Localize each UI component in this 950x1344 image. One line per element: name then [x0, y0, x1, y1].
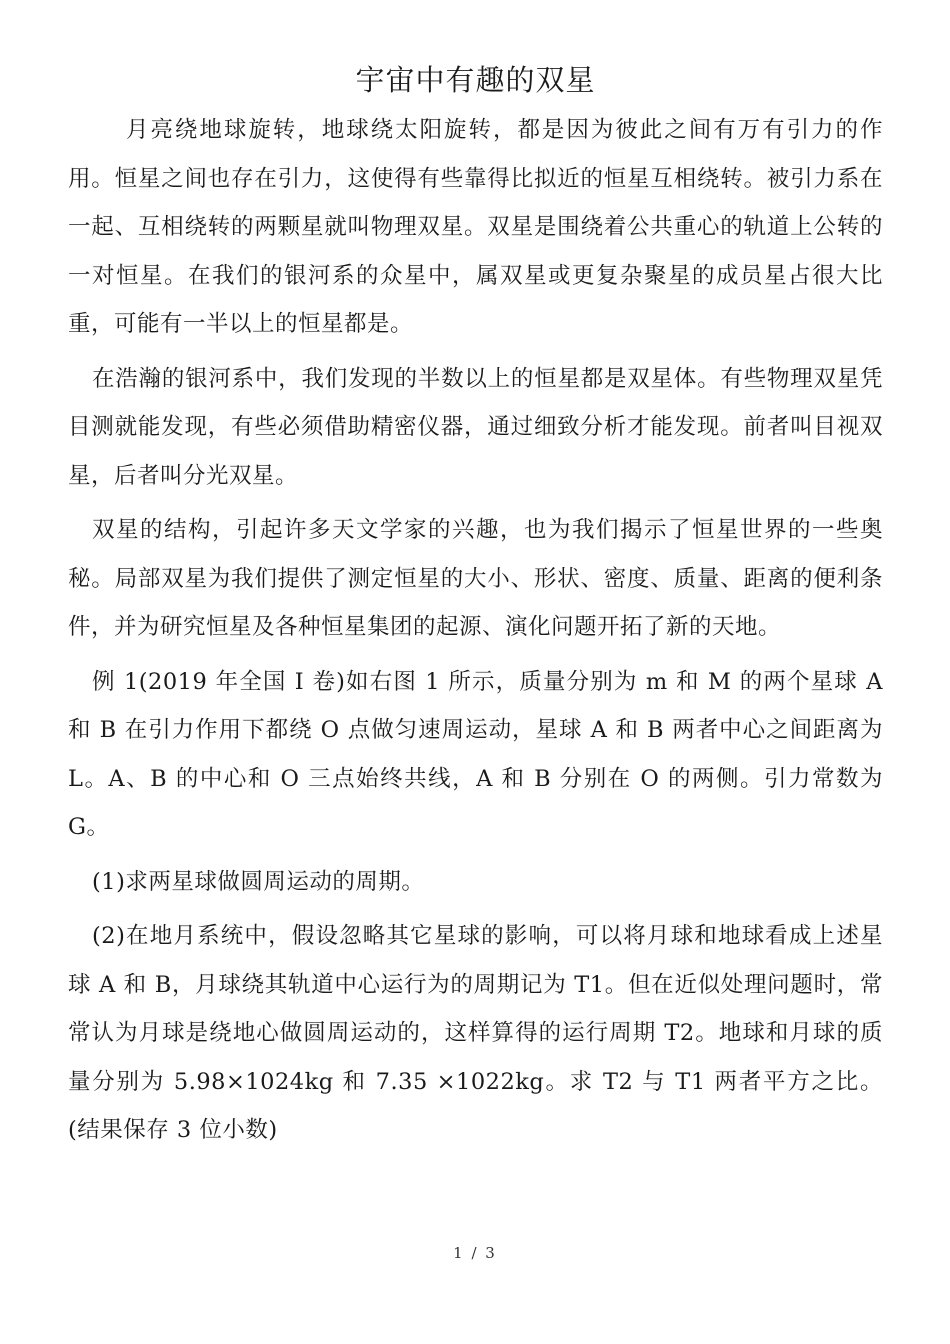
paragraph-question-2: (2)在地月系统中，假设忽略其它星球的影响，可以将月球和地球看成上述星球 A 和 B，月球绕其轨道中心运行为的周期记为 T1。但在近似处理问题时，常常认为月球是绕地心做圆周运动的，这样算得的运行周期 T2。地球和月球的质量分别为 5.98×1024kg 和 7.35 ×1022kg。求 T2 与 T1 两者平方之比。(结果保存 3 位小数)	[68, 923, 883, 1143]
paragraph-binary-stars: 在浩瀚的银河系中，我们发现的半数以上的恒星都是双星体。有些物理双星凭目测就能发现，有些必须借助精密仪器，通过细致分析才能发现。前者叫目视双星，后者叫分光双星。	[68, 365, 883, 489]
document-page	[68, 56, 883, 1155]
page-number: 1 / 3	[453, 1244, 497, 1262]
paragraph-intro: 月亮绕地球旋转，地球绕太阳旋转，都是因为彼此之间有万有引力的作用。恒星之间也存在引力，这使得有些靠得比拟近的恒星互相绕转。被引力系在一起、互相绕转的两颗星就叫物理双星。双星是围绕着公共重心的轨道上公转的一对恒星。在我们的银河系的众星中，属双星或更复杂聚星的成员星占很大比重，可能有一半以上的恒星都是。	[68, 117, 883, 337]
paragraph-structure: 双星的结构，引起许多天文学家的兴趣，也为我们揭示了恒星世界的一些奥秘。局部双星为我们提供了测定恒星的大小、形状、密度、质量、距离的便利条件，并为研究恒星及各种恒星集团的起源、演化问题开拓了新的天地。	[68, 517, 883, 640]
paragraph-question-1: (1)求两星球做圆周运动的周期。	[92, 868, 425, 895]
document-title: 宇宙中有趣的双星	[355, 63, 596, 97]
paragraph-example: 例 1(2019 年全国 I 卷)如右图 1 所示，质量分别为 m 和 M 的两个星球 A 和 B 在引力作用下都绕 O 点做匀速周运动，星球 A 和 B 两者中心之间距离为 L。A、B 的中心和 O 三点始终共线，A 和 B 分别在 O 的两侧。引力常数为 G。	[68, 668, 883, 840]
